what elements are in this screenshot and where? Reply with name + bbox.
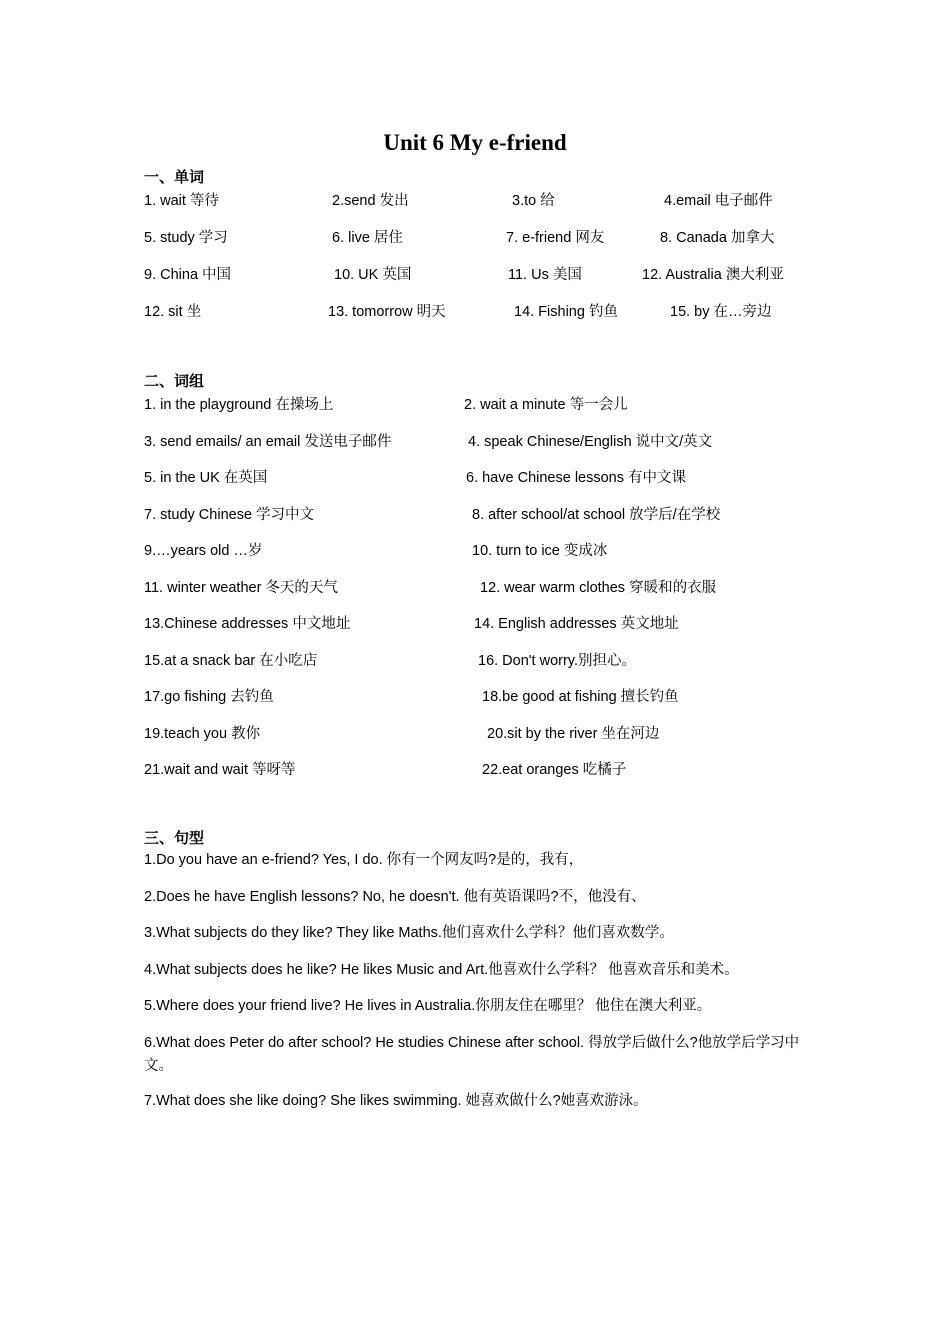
word-item: 15. by 在…旁边: [670, 304, 772, 320]
word-item: 12. Australia 澳大利亚: [642, 267, 784, 283]
word-item: 14. Fishing 钓鱼: [514, 304, 618, 320]
sentence-item: 1.Do you have an e-friend? Yes, I do. 你有一个网友吗?是的，我有，: [144, 852, 584, 868]
document-title: Unit 6 My e-friend: [383, 130, 567, 155]
phrase-item: 17.go fishing 去钓鱼: [144, 689, 274, 705]
phrase-item: 4. speak Chinese/English 说中文/英文: [468, 434, 713, 450]
word-item: 8. Canada 加拿大: [660, 230, 775, 246]
sentence-item: 2.Does he have English lessons? No, he doesn't. 他有英语课吗?不，他没有、: [144, 889, 646, 905]
phrase-item: 1. in the playground 在操场上: [144, 397, 334, 413]
phrase-item: 18.be good at fishing 擅长钓鱼: [482, 689, 679, 705]
phrase-item: 2. wait a minute 等一会儿: [464, 397, 628, 413]
phrase-item: 5. in the UK 在英国: [144, 470, 268, 486]
word-item: 12. sit 坐: [144, 304, 202, 320]
word-item: 11. Us 美国: [508, 267, 582, 283]
phrase-item: 8. after school/at school 放学后/在学校: [472, 507, 721, 523]
phrase-item: 3. send emails/ an email 发送电子邮件: [144, 434, 392, 450]
phrase-item: 7. study Chinese 学习中文: [144, 507, 315, 523]
word-item: 6. live 居住: [332, 230, 403, 246]
sentence-item: 6.What does Peter do after school? He studies Chinese after school. 得放学后做什么?他放学后学习中文。: [144, 1035, 800, 1074]
word-item: 4.email 电子邮件: [664, 193, 773, 209]
phrase-item: 10. turn to ice 变成冰: [472, 543, 608, 559]
section-heading-sentences: 三、句型: [144, 830, 205, 847]
word-item: 9. China 中国: [144, 267, 232, 283]
word-item: 2.send 发出: [332, 193, 409, 209]
sentence-item: 3.What subjects do they like? They like Maths.他们喜欢什么学科？他们喜欢数学。: [144, 925, 674, 941]
word-item: 3.to 给: [512, 193, 555, 209]
sentence-item: 7.What does she like doing? She likes swimming. 她喜欢做什么?她喜欢游泳。: [144, 1093, 648, 1109]
word-item: 1. wait 等待: [144, 193, 219, 209]
section-heading-words: 一、单词: [144, 169, 205, 186]
word-item: 10. UK 英国: [334, 267, 412, 283]
word-item: 5. study 学习: [144, 230, 228, 246]
phrase-item: 12. wear warm clothes 穿暖和的衣服: [480, 580, 717, 596]
phrase-item: 19.teach you 教你: [144, 726, 261, 742]
word-item: 13. tomorrow 明天: [328, 304, 446, 320]
phrase-item: 21.wait and wait 等呀等: [144, 762, 296, 778]
phrase-item: 16. Don't worry.别担心。: [478, 653, 637, 669]
phrase-item: 11. winter weather 冬天的天气: [144, 580, 338, 596]
phrase-item: 9.…years old …岁: [144, 543, 263, 559]
word-item: 7. e-friend 网友: [506, 230, 605, 246]
sentence-item: 4.What subjects does he like? He likes Music and Art.他喜欢什么学科？ 他喜欢音乐和美术。: [144, 962, 739, 978]
phrase-item: 15.at a snack bar 在小吃店: [144, 653, 318, 669]
section-heading-phrases: 二、词组: [144, 373, 205, 390]
phrase-item: 20.sit by the river 坐在河边: [487, 726, 660, 742]
phrase-item: 13.Chinese addresses 中文地址: [144, 616, 351, 632]
sentence-item: 5.Where does your friend live? He lives in Australia.你朋友住在哪里？ 他住在澳大利亚。: [144, 998, 712, 1014]
phrase-item: 6. have Chinese lessons 有中文课: [466, 470, 687, 486]
phrase-item: 14. English addresses 英文地址: [474, 616, 679, 632]
phrase-item: 22.eat oranges 吃橘子: [482, 762, 627, 778]
